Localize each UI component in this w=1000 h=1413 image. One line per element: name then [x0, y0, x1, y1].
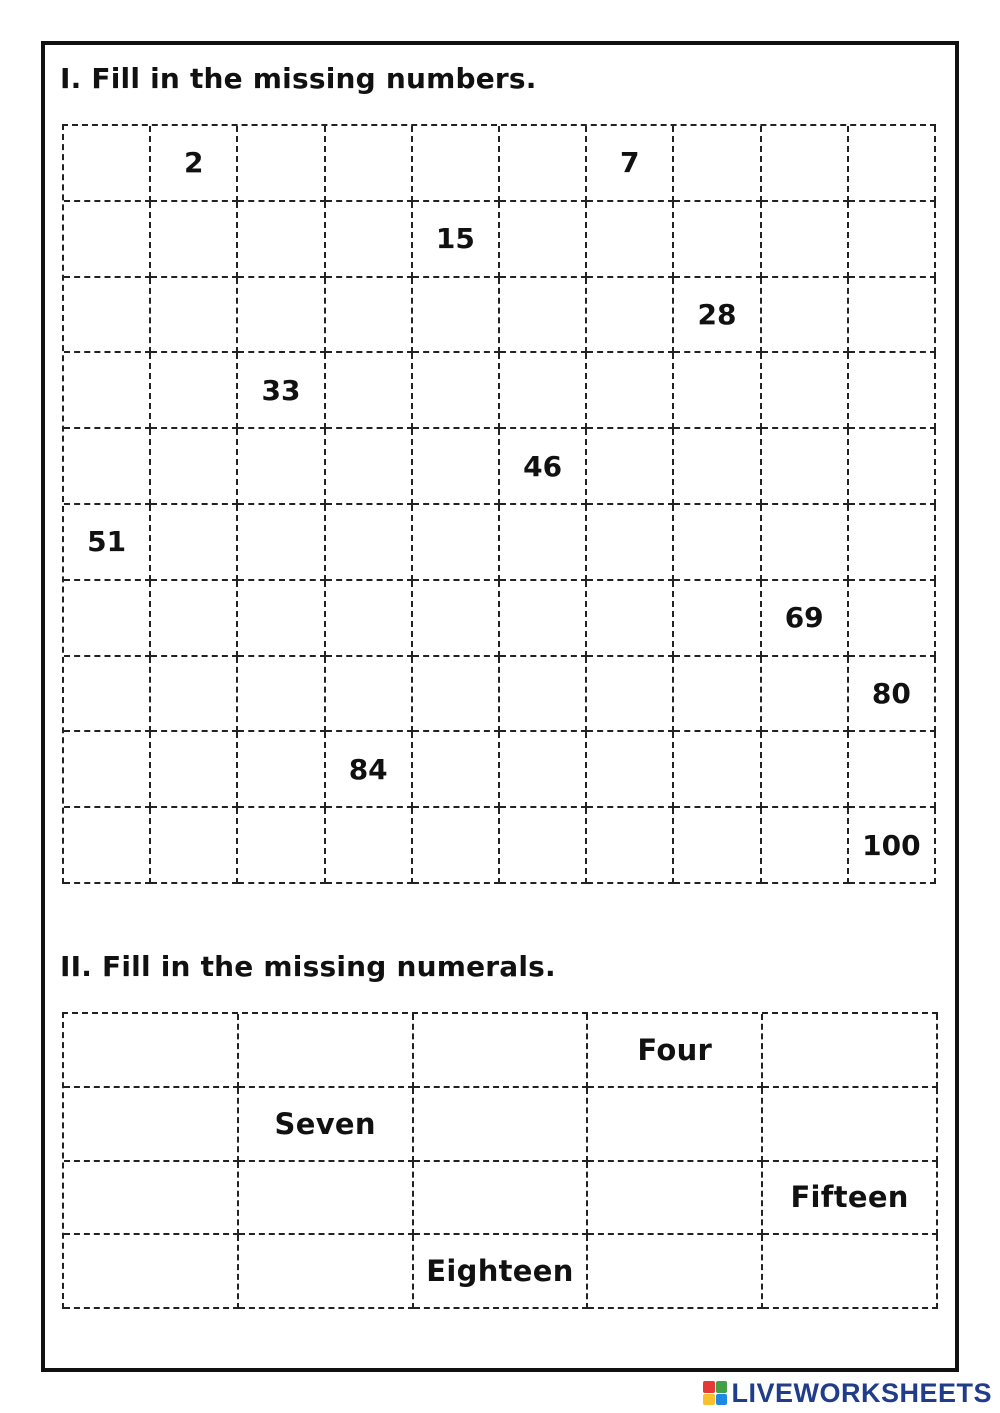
blank-answer-cell[interactable] — [64, 808, 151, 884]
blank-answer-cell[interactable] — [587, 732, 674, 808]
blank-answer-cell[interactable] — [239, 1235, 414, 1309]
given-value-cell: 7 — [587, 126, 674, 202]
blank-answer-cell[interactable] — [238, 505, 325, 581]
given-value-cell: 69 — [762, 581, 849, 657]
blank-answer-cell[interactable] — [238, 202, 325, 278]
blank-answer-cell[interactable] — [413, 581, 500, 657]
blank-answer-cell[interactable] — [674, 732, 761, 808]
given-value-cell: Seven — [239, 1088, 414, 1162]
blank-answer-cell[interactable] — [151, 429, 238, 505]
blank-answer-cell[interactable] — [587, 353, 674, 429]
blank-answer-cell[interactable] — [151, 732, 238, 808]
given-value-cell: 46 — [500, 429, 587, 505]
blank-answer-cell[interactable] — [64, 581, 151, 657]
blank-answer-cell[interactable] — [500, 505, 587, 581]
blank-answer-cell[interactable] — [326, 353, 413, 429]
blank-answer-cell[interactable] — [64, 732, 151, 808]
blank-answer-cell[interactable] — [64, 429, 151, 505]
blank-answer-cell[interactable] — [64, 1235, 239, 1309]
blank-answer-cell[interactable] — [587, 657, 674, 733]
blank-answer-cell[interactable] — [239, 1162, 414, 1236]
missing-numerals-grid — [62, 1012, 938, 1309]
given-value-cell: 51 — [64, 505, 151, 581]
blank-answer-cell[interactable] — [326, 657, 413, 733]
blank-answer-cell[interactable] — [413, 732, 500, 808]
blank-answer-cell[interactable] — [326, 278, 413, 354]
given-value-cell: 2 — [151, 126, 238, 202]
blank-answer-cell[interactable] — [151, 353, 238, 429]
blank-answer-cell[interactable] — [763, 1088, 938, 1162]
blank-answer-cell[interactable] — [587, 581, 674, 657]
blank-answer-cell[interactable] — [762, 505, 849, 581]
blank-answer-cell[interactable] — [762, 808, 849, 884]
blank-answer-cell[interactable] — [762, 353, 849, 429]
blank-answer-cell[interactable] — [326, 505, 413, 581]
blank-answer-cell[interactable] — [414, 1014, 589, 1088]
given-value-cell: 15 — [413, 202, 500, 278]
blank-answer-cell[interactable] — [151, 657, 238, 733]
blank-answer-cell[interactable] — [414, 1088, 589, 1162]
blank-answer-cell[interactable] — [849, 353, 936, 429]
blank-answer-cell[interactable] — [500, 278, 587, 354]
blank-answer-cell[interactable] — [674, 505, 761, 581]
blank-answer-cell[interactable] — [588, 1088, 763, 1162]
blank-answer-cell[interactable] — [762, 278, 849, 354]
blank-answer-cell[interactable] — [762, 126, 849, 202]
blank-answer-cell[interactable] — [413, 353, 500, 429]
blank-answer-cell[interactable] — [849, 505, 936, 581]
given-value-cell: Fifteen — [763, 1162, 938, 1236]
blank-answer-cell[interactable] — [587, 808, 674, 884]
blank-answer-cell[interactable] — [238, 126, 325, 202]
blank-answer-cell[interactable] — [64, 126, 151, 202]
blank-answer-cell[interactable] — [849, 278, 936, 354]
section-1-title: I. Fill in the missing numbers. — [60, 62, 537, 95]
blank-answer-cell[interactable] — [763, 1235, 938, 1309]
blank-answer-cell[interactable] — [762, 657, 849, 733]
blank-answer-cell[interactable] — [239, 1014, 414, 1088]
blank-answer-cell[interactable] — [413, 278, 500, 354]
blank-answer-cell[interactable] — [326, 429, 413, 505]
blank-answer-cell[interactable] — [238, 278, 325, 354]
liveworksheets-watermark — [703, 1376, 992, 1410]
blank-answer-cell[interactable] — [674, 202, 761, 278]
blank-answer-cell[interactable] — [326, 808, 413, 884]
blank-answer-cell[interactable] — [674, 429, 761, 505]
blank-answer-cell[interactable] — [238, 657, 325, 733]
blank-answer-cell[interactable] — [762, 732, 849, 808]
blank-answer-cell[interactable] — [500, 657, 587, 733]
given-value-cell: 33 — [238, 353, 325, 429]
blank-answer-cell[interactable] — [674, 353, 761, 429]
given-value-cell: Eighteen — [414, 1235, 589, 1309]
blank-answer-cell[interactable] — [849, 732, 936, 808]
blank-answer-cell[interactable] — [674, 657, 761, 733]
blank-answer-cell[interactable] — [674, 581, 761, 657]
watermark-text: LIVEWORKSHEETS — [731, 1377, 992, 1408]
given-value-cell: 28 — [674, 278, 761, 354]
blank-answer-cell[interactable] — [151, 808, 238, 884]
blank-answer-cell[interactable] — [413, 505, 500, 581]
blank-answer-cell[interactable] — [64, 202, 151, 278]
blank-answer-cell[interactable] — [674, 808, 761, 884]
blank-answer-cell[interactable] — [414, 1162, 589, 1236]
blank-answer-cell[interactable] — [326, 126, 413, 202]
blank-answer-cell[interactable] — [674, 126, 761, 202]
blank-answer-cell[interactable] — [763, 1014, 938, 1088]
blank-answer-cell[interactable] — [849, 126, 936, 202]
blank-answer-cell[interactable] — [151, 278, 238, 354]
blank-answer-cell[interactable] — [151, 581, 238, 657]
blank-answer-cell[interactable] — [587, 505, 674, 581]
blank-answer-cell[interactable] — [413, 126, 500, 202]
blank-answer-cell[interactable] — [64, 278, 151, 354]
blank-answer-cell[interactable] — [500, 732, 587, 808]
blank-answer-cell[interactable] — [588, 1162, 763, 1236]
blank-answer-cell[interactable] — [64, 1088, 239, 1162]
blank-answer-cell[interactable] — [762, 202, 849, 278]
blank-answer-cell[interactable] — [500, 808, 587, 884]
blank-answer-cell[interactable] — [326, 581, 413, 657]
blank-answer-cell[interactable] — [151, 202, 238, 278]
blank-answer-cell[interactable] — [238, 732, 325, 808]
section-2-title: II. Fill in the missing numerals. — [60, 950, 556, 983]
given-value-cell: 80 — [849, 657, 936, 733]
missing-numbers-grid — [62, 124, 936, 884]
blank-answer-cell[interactable] — [238, 581, 325, 657]
blank-answer-cell[interactable] — [326, 202, 413, 278]
given-value-cell: 100 — [849, 808, 936, 884]
blank-answer-cell[interactable] — [762, 429, 849, 505]
blank-answer-cell[interactable] — [849, 202, 936, 278]
blank-answer-cell[interactable] — [849, 429, 936, 505]
blank-answer-cell[interactable] — [64, 1162, 239, 1236]
blank-answer-cell[interactable] — [587, 278, 674, 354]
blank-answer-cell[interactable] — [500, 126, 587, 202]
blank-answer-cell[interactable] — [588, 1235, 763, 1309]
blank-answer-cell[interactable] — [64, 1014, 239, 1088]
given-value-cell: Four — [588, 1014, 763, 1088]
given-value-cell: 84 — [326, 732, 413, 808]
blank-answer-cell[interactable] — [64, 353, 151, 429]
blank-answer-cell[interactable] — [413, 808, 500, 884]
blank-answer-cell[interactable] — [587, 429, 674, 505]
blank-answer-cell[interactable] — [64, 657, 151, 733]
blank-answer-cell[interactable] — [500, 581, 587, 657]
blank-answer-cell[interactable] — [238, 808, 325, 884]
blank-answer-cell[interactable] — [413, 657, 500, 733]
blank-answer-cell[interactable] — [500, 202, 587, 278]
blank-answer-cell[interactable] — [413, 429, 500, 505]
blank-answer-cell[interactable] — [500, 353, 587, 429]
liveworksheets-logo-icon — [703, 1381, 727, 1405]
blank-answer-cell[interactable] — [238, 429, 325, 505]
blank-answer-cell[interactable] — [849, 581, 936, 657]
blank-answer-cell[interactable] — [151, 505, 238, 581]
blank-answer-cell[interactable] — [587, 202, 674, 278]
